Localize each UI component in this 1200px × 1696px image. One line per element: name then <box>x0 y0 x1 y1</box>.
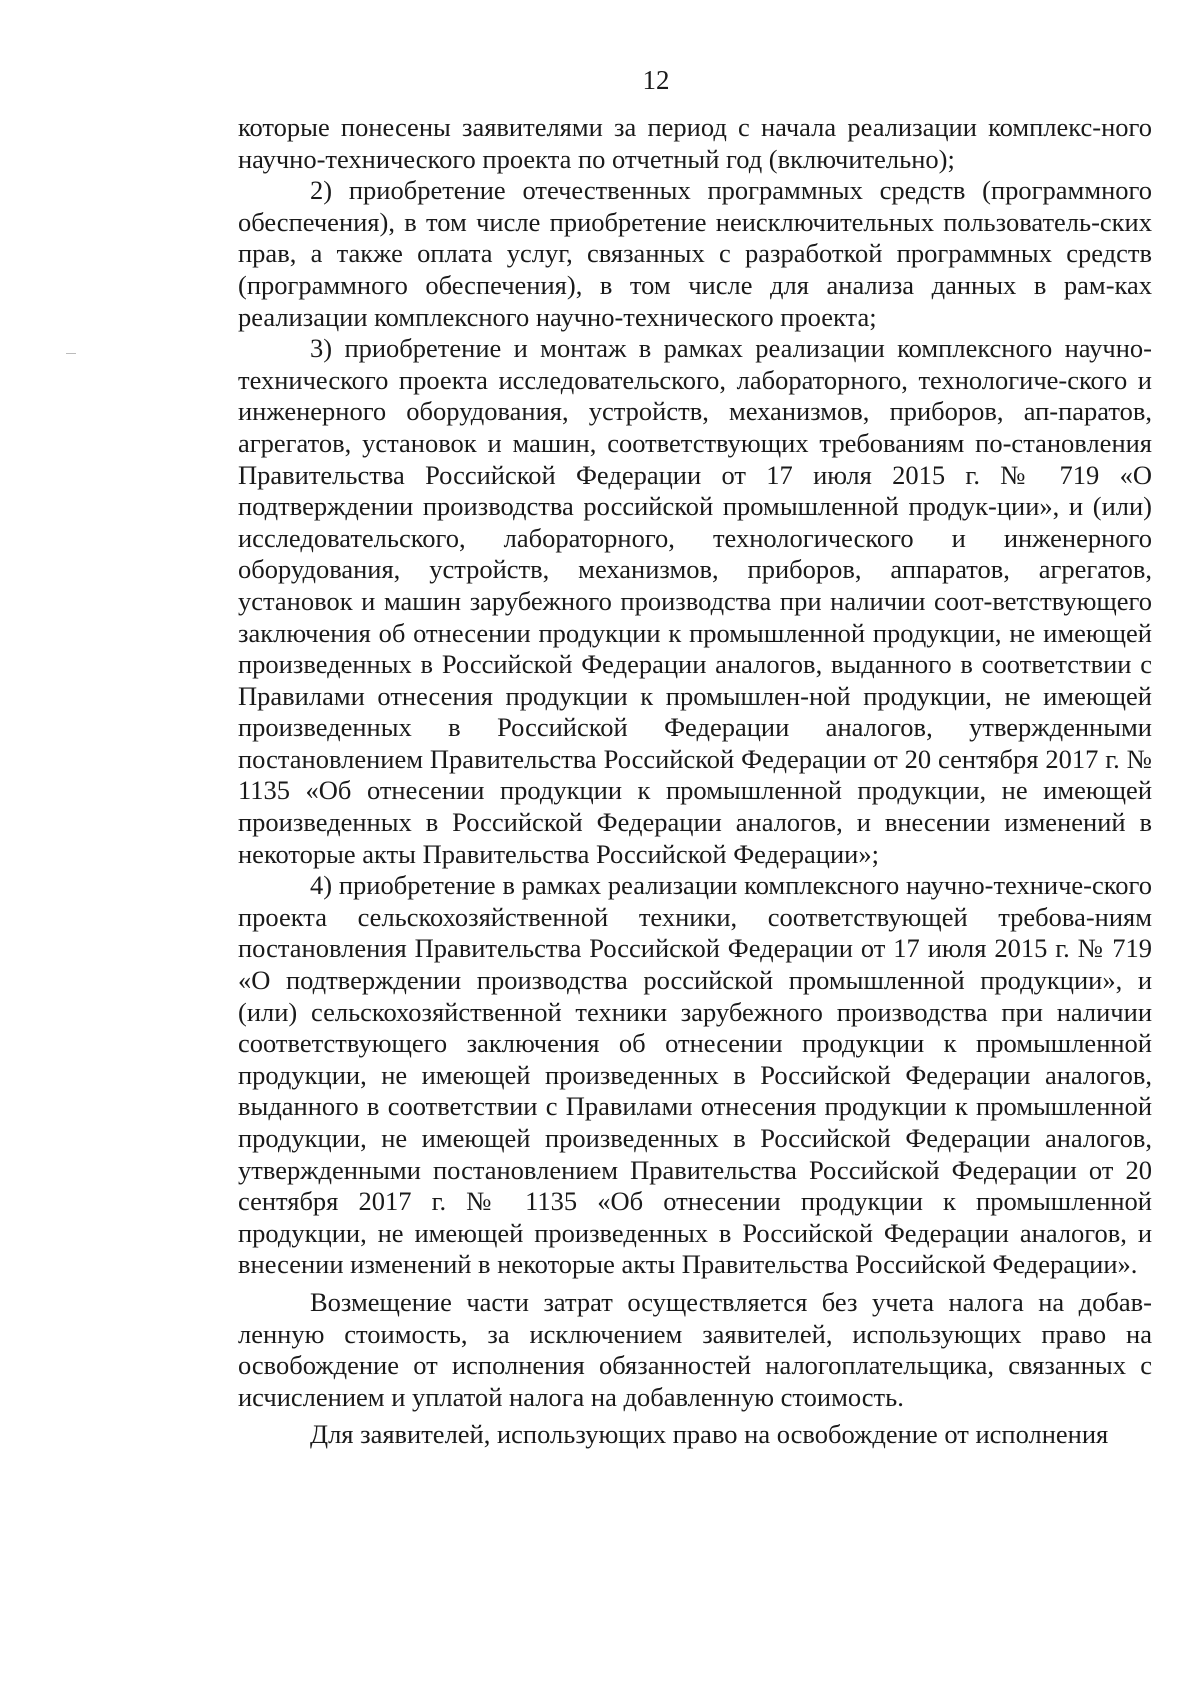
paragraph-item-2: 2) приобретение отечественных программных средств (программного обеспечения), в том числе приобретение неисключительных пользователь-ских прав, а также оплата услуг, связанных с разработкой программных средств (программного обеспечения), в том числе для анализа данных в рам-ках реализации комплексного научно-технического проекта; <box>238 175 1152 332</box>
paragraph-continuation: которые понесены заявителями за период с начала реализации комплекс-ного научно-технического проекта по отчетный год (включительно); <box>238 112 1152 174</box>
document-body <box>238 112 1152 1451</box>
scan-artifact <box>66 353 76 354</box>
paragraph-applicants: Для заявителей, использующих право на освобождение от исполнения <box>310 1419 1109 1450</box>
paragraph-item-3: 3) приобретение и монтаж в рамках реализации комплексного научно-технического проекта исследовательского, лабораторного, технологиче-ского и инженерного оборудования, устройств, механизмов, приборов, ап-паратов, агрегатов, установок и машин, соответствующих требованиям по-становления Правительства Российской Федерации от 17 июля 2015 г. № 719 «О подтверждении производства российской промышленной продук-ции», и (или) исследовательского, лабораторного, технологического и инженерного оборудования, устройств, механизмов, приборов, аппаратов, агрегатов, установок и машин зарубежного производства при наличии соот-ветствующего заключения об отнесении продукции к промышленной продукции, не имеющей произведенных в Российской Федерации аналогов, выданного в соответствии с Правилами отнесения продукции к промышлен-ной продукции, не имеющей произведенных в Российской Федерации аналогов, утвержденными постановлением Правительства Российской Федерации от 20 сентября 2017 г. № 1135 «Об отнесении продукции к промышленной продукции, не имеющей произведенных в Российской Федерации аналогов, и внесении изменений в некоторые акты Правительства Российской Федерации»; <box>238 333 1152 869</box>
paragraph-vat: Возмещение части затрат осуществляется без учета налога на добав-ленную стоимость, за исключением заявителей, использующих право на освобождение от исполнения обязанностей налогоплательщика, связанных с исчислением и уплатой налога на добавленную стоимость. <box>238 1286 1152 1412</box>
page-number: 12 <box>642 65 670 95</box>
paragraph-item-4: 4) приобретение в рамках реализации комплексного научно-техниче-ского проекта сельскохозяйственной техники, соответствующей требова-ниям постановления Правительства Российской Федерации от 17 июля 2015 г. № 719 «О подтверждении производства российской промышленной продукции», и (или) сельскохозяйственной техники зарубежного производства при наличии соответствующего заключения об отнесении продукции к промышленной продукции, не имеющей произведенных в Российской Федерации аналогов, выданного в соответствии с Правилами отнесения продукции к промышленной продукции, не имеющей произведенных в Российской Федерации аналогов, утвержденными постановлением Правительства Российской Федерации от 20 сентября 2017 г. № 1135 «Об отнесении продукции к промышленной продукции, не имеющей произведенных в Российской Федерации аналогов, и внесении изменений в некоторые акты Правительства Российской Федерации». <box>238 870 1152 1280</box>
